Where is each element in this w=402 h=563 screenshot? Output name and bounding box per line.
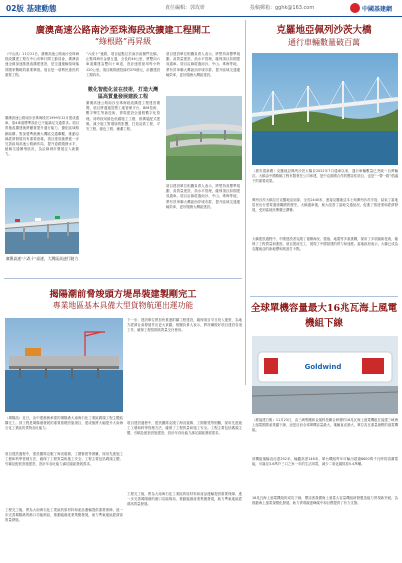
wind-turbine-image — [252, 336, 398, 414]
article3-title: 全球單機容量最大16兆瓦海上風電機組下線 — [250, 303, 398, 329]
article4-col3c: 工程完工後，將為大南海石化工業區的原材料和產品運輸提供重要保障，進一步完善揭陽港的港口功能佈局，推動臨港產業集聚發展，助力粵東地區經濟高質量發展。 — [127, 492, 242, 507]
page-header — [0, 0, 402, 17]
article2-bottom-rule — [250, 296, 398, 297]
article1-col3: 項目建設單位相關負責人表示，將堅持高標準規劃、高質量建設、高水平管理，確保項目如期建成通車。項目沿線經過南沙、中山、珠海等地，將有效串聯大灣區西岸城市群，提升區域交通運輸效率，更好服務大灣區建設。 — [166, 52, 240, 77]
article1-col2b: 廣澳高速公路南沙至珠海段改擴建工程建設期間，項目將通過智慧工地管理平台、BIM技術、數字孿生等新技術，實現建設全過程數字化管理。同時採用綠色低碳施工工藝，推廣裝配式建築，減少施工對環境的影響，打造品質工程、平安工程、綠色工程、廉潔工程。 — [86, 101, 160, 132]
editor-credit: 責任編輯：郭玫妍 — [165, 5, 206, 11]
article2-col1: 佩列沙茨大橋位於克羅地亞南部，全長2440米，連接克羅地亞本土與佩列沙茨半島，結束了當地居民出行需要過境鄰國的歷史。大橋通車後，極大改善了當地交通狀況，促進了旅遊業和經濟發展，受到當地民眾廣泛讚譽。 — [252, 198, 398, 213]
article3-turbine-photo — [252, 336, 398, 414]
article4-col1: 項目建設過程中，建設團隊克服了海況複雜、工期緊張等困難，採用先進施工工藝和科學管理方法，確保了工程質量和施工安全。工程主要包括碼頭主體、引橋及配套設施建設，設計年吞吐能力滿足園區發展需求。 — [5, 452, 123, 467]
article4-lead: （揭陽訊）近日，由中建港務承建的揭陽港大南海石化工業區碼頭工程主體結構完工。該工程是揭陽港發展的重要基礎設施項目，建成後將大幅提升大南海石化工業區的貨物吞吐能力。 — [5, 416, 123, 431]
article4-col3b: 項目建設過程中，建設團隊克服了海況複雜、工期緊張等困難，採用先進施工工藝和科學管理方法，確保了工程質量和施工安全。工程主要包括碼頭主體、引橋及配套設施建設，設計年吞吐能力滿足園區發展需求。 — [127, 421, 242, 436]
article1-subtitle: “綠根路”再昇級 — [94, 37, 152, 46]
article1-title: 廣澳高速公路南沙至珠海段改擴建工程開工 — [35, 25, 211, 36]
article2-subtitle: 通行車輛數量破百萬 — [288, 38, 360, 47]
logo-icon — [350, 3, 360, 13]
article4-title: 揭陽潮前脅竣頭方堤昂裝建製剛完工 — [49, 289, 197, 300]
article4-col3: 下一步，建設單位將加快推進附屬工程建設，確保項目早日投入運營，為地方經濟社會發展作出更大貢獻。相關負責人表示，將持續做好項目建設各項工作，確保工程按期高質量交付使用。 — [127, 318, 242, 333]
article1-bridge-photo — [5, 188, 79, 254]
article4-port-photo — [5, 318, 123, 412]
article4-col2: 工程完工後，將為大南海石化工業區的原材料和產品運輸提供重要保障，進一步完善揭陽港的港口功能佈局，推動臨港產業集聚發展，助力粵東地區經濟高質量發展。 — [5, 508, 123, 523]
article1-lead: （中山訊）11月21日，廣澳高速公路南沙至珠海段改擴建工程在中山市舉行開工動員會，廣澳高速全線加速推進改擴建建設，是交通運輸領域落實國家戰略的重要舉措。項目是一項利民惠民的重要工程。 — [5, 52, 79, 77]
article1-photo-caption: 廣澳高速“六改十”高速，大灣區高速行駛力 — [5, 256, 79, 261]
article2-bridge-photo — [252, 53, 398, 165]
article1-bottom-rule — [4, 278, 242, 279]
article1-col2: “六改十”後路，項目起點位於南沙區橫門北橋，止點珠海市金鼎互通，全長約46公里，將雙向六車道擴建為雙向十車道，設計速度採用每小時120公里。項目概算總投資約370億元，計劃建設工期四年。 — [86, 52, 160, 77]
submission-email: 投稿郵箱：gghk@163.com — [250, 5, 315, 11]
article3-lead: （據福建日報）11月23日，由三峽集團和金風科技聯合研發的16兆瓦海上風電機組在福建三峽海上風電國際產業園下線，這是目前全球單機容量最大、葉輪直徑最大、單位兆瓦重量最輕的風電機組。 — [252, 418, 398, 433]
highway-photo-image — [166, 96, 242, 180]
logo-text: 中國基建網 — [362, 6, 393, 13]
article3-col2: 16兆瓦海上風電機組的成功下線，標誌著我國海上風電大容量機組研發製造能力實現新突破，為推動海上風電規模化發展、助力實現碳達峰碳中和目標提供了有力支撐。 — [252, 496, 398, 506]
article2-col2: 大橋建設過程中，中國建設者克服了複雜海況、強風、地震等多重挑戰，採用了多項創新技術，確保了工程質量和進度。項目提前完工，展現了中國基建的實力和速度。當地政府表示，大橋已成為克羅地亞的新地標和旅遊打卡點。 — [252, 237, 398, 252]
article2-title: 克羅地亞佩列沙茨大橋 — [276, 25, 372, 36]
article1-highway-photo — [166, 96, 242, 180]
page-number: 02版 基建動態 — [6, 4, 57, 13]
article2-lead: （據央視新聞）克羅地亞佩列沙茨大橋自2022年7月通車以來，通行車輛數量已突破一百萬輛次。大橋由中國路橋工程有限責任公司承建，是中克兩國合作的標誌性項目，也是“一帶一路”倡議下的重要成果。 — [252, 169, 398, 184]
article1-subheading: 數化智能化並在技術，打造大灣區高質量發展建設工程 — [87, 87, 158, 100]
column-divider — [245, 20, 246, 385]
bridge-photo-image — [5, 188, 79, 254]
peljesac-bridge-image — [252, 53, 398, 165]
article1-col1: 廣澳高速公路南沙至珠海段於1999年12月建成通車，原4車道標準設計已不能滿足交通需求。項目實施改擴建後將顯著提升通行能力，優化區域路網結構，對加強粵港澳大灣區交通聯繫、推動沿線經濟發展具有重要意義。項目建成後將進一步完善區域高速公路網布局，提升道路服務水平，緩解交通擁堵狀況，為沿線城市發展注入新動力。 — [5, 116, 79, 157]
masthead-logo — [350, 2, 394, 14]
port-construction-image — [5, 318, 123, 412]
article3-col1: 該機組葉輪直徑達252米，輪轂高度146米，單台機組每年可輸出超過6600萬千瓦時的清潔電能，可滿足3.6萬戶三口之家一年的生活用電，減少二氧化碳排放5.4萬噸。 — [252, 457, 398, 467]
article1-col3b: 項目建設單位相關負責人表示，將堅持高標準規劃、高質量建設、高水平管理，確保項目如期建成通車。項目沿線經過南沙、中山、珠海等地，將有效串聯大灣區西岸城市群，提升區域交通運輸效率，更好服務大灣區建設。 — [166, 184, 240, 209]
article4-subtitle: 專業地區基本具備大型貨物航運出運功能 — [52, 301, 194, 310]
svg-text:Goldwind: Goldwind — [304, 363, 342, 371]
